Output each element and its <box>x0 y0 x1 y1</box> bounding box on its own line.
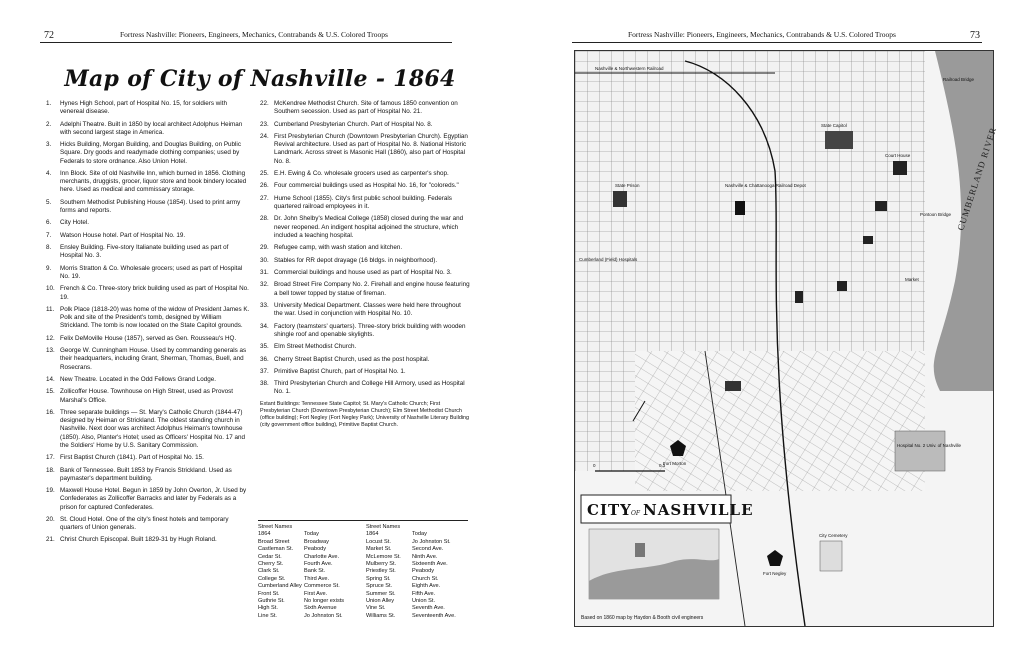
entry-text: Cumberland Presbyterian Church. Part of Hospital No. 8. <box>274 120 433 128</box>
entry-number: 18. <box>46 466 55 474</box>
building-mark <box>795 291 803 303</box>
old-street-name: Locust St. <box>366 538 391 545</box>
table-row <box>366 583 468 590</box>
city-title-of: OF <box>631 510 641 517</box>
map-credit: Based on 1860 map by Haydon & Booth civil engineers <box>581 615 704 621</box>
table-row <box>258 591 360 598</box>
old-street-name: Cherry St. <box>258 561 284 568</box>
old-street-name: Market St. <box>366 546 392 553</box>
court-house-mark <box>893 161 907 175</box>
list-item <box>260 302 470 318</box>
building-mark <box>875 201 887 211</box>
city-cemetery-mark <box>820 541 842 571</box>
entry-text: Polk Place (1818-20) was home of the widow of President James K. Polk and site of the President's tomb, designed by William Strickland. The tomb is now located on the State Capitol grounds. <box>60 305 250 330</box>
entry-number: 28. <box>260 215 269 223</box>
current-street-name: Sixth Avenue <box>304 605 337 612</box>
entry-text: Primitive Baptist Church, part of Hospital No. 1. <box>274 367 406 375</box>
street-table-colheads <box>258 531 360 538</box>
list-item <box>46 487 252 512</box>
col-1864: 1864 <box>258 531 271 538</box>
entry-number: 13. <box>46 347 55 355</box>
entry-text: Ensley Building. Five-story Italianate building used as part of Hospital No. 3. <box>60 244 229 260</box>
entry-text: French & Co. Three-story brick building used as part of Hospital No. 19. <box>60 285 249 301</box>
entry-text: George W. Cunningham House. Used by commanding generals as their headquarters, including Grant, Sherman, Thomas, Buell, and Rosecrans. <box>60 347 247 371</box>
list-item <box>260 343 470 351</box>
list-item <box>260 195 470 211</box>
current-street-name: Eighth Ave. <box>412 583 441 590</box>
label-fort-negley: Fort Negley <box>763 571 787 576</box>
old-street-name: Summer St. <box>366 590 396 597</box>
entry-text: Elm Street Methodist Church. <box>274 343 357 351</box>
label-city-cemetery: City Cemetery <box>819 533 848 538</box>
list-item <box>46 409 252 450</box>
list-item <box>46 141 252 166</box>
street-table-colheads <box>366 531 468 538</box>
list-item <box>260 170 470 178</box>
label-field-hospitals: Cumberland (Field) Hospitals <box>579 257 638 262</box>
list-item <box>260 215 470 240</box>
entry-number: 21. <box>46 536 55 544</box>
table-row <box>366 598 468 605</box>
table-row <box>258 598 360 605</box>
current-street-name: Commerce St. <box>304 583 340 590</box>
street-table-left <box>258 524 360 620</box>
list-item <box>260 269 470 277</box>
entry-number: 3. <box>46 141 52 149</box>
city-title-b: NASHVILLE <box>643 501 754 519</box>
table-row <box>258 576 360 583</box>
current-street-name: Bank St. <box>304 568 326 575</box>
entry-text: Broad Street Fire Company No. 2. Firehall and engine house featuring a bell tower topped by statue of fireman. <box>274 281 470 297</box>
entry-number: 1. <box>46 100 52 107</box>
list-item <box>260 121 470 129</box>
current-street-name: Union St. <box>412 598 436 605</box>
entry-text: First Presbyterian Church (Downtown Presbyterian Church). Egyptian Revival architecture. Used as part of Hospital No. 8. National Historic Landmark. Across street is Masonic Hall (1860), also part of Hospital No. 8. <box>274 132 468 165</box>
old-street-name: Vine St. <box>366 605 386 612</box>
entry-text: Southern Methodist Publishing House (1854). Used to print army forms and reports. <box>60 198 241 214</box>
entry-number: 15. <box>46 388 55 396</box>
entry-text: Adelphi Theatre. Built in 1850 by local architect Adolphus Heiman with second largest stage in America. <box>60 120 243 136</box>
city-blocks-south <box>635 351 925 491</box>
city-blocks-north <box>575 51 925 351</box>
city-title-a: CITY <box>587 501 632 519</box>
list-item <box>46 265 252 281</box>
page-number: 73 <box>970 30 980 41</box>
old-street-name: Line St. <box>258 612 277 619</box>
table-row <box>258 561 360 568</box>
list-item <box>46 232 252 240</box>
entry-text: Four commercial buildings used as Hospital No. 16, for "coloreds." <box>274 182 459 190</box>
building-mark <box>837 281 847 291</box>
table-row <box>366 605 468 612</box>
entry-number: 14. <box>46 375 55 383</box>
current-street-name: Peabody <box>304 546 327 553</box>
state-prison-mark <box>613 191 627 207</box>
entry-number: 24. <box>260 132 269 140</box>
old-street-name: Williams St. <box>366 612 396 619</box>
label-rr-depot: Nashville & Chattanooga Railroad Depot <box>725 183 806 188</box>
entry-number: 20. <box>46 515 55 523</box>
current-street-name: Fourth Ave. <box>304 561 333 568</box>
list-item <box>46 170 252 195</box>
entry-text: Watson House hotel. Part of Hospital No. 19. <box>60 231 186 239</box>
table-row <box>258 539 360 546</box>
current-street-name: No longer exists <box>304 598 345 605</box>
entry-number: 12. <box>46 334 55 342</box>
entry-text: Commercial buildings and house used as part of Hospital No. 3. <box>274 268 452 276</box>
extant-buildings: Extant Buildings: Tennessee State Capitol; St. Mary's Catholic Church; First Presbyterian Church (Downtown Presbyterian Church); Elm Street Methodist Church (office building); Fort Negley (Fort Negley Park); University of Nashville Literary Building (city government office building), Primitive Baptist Church. <box>260 400 470 428</box>
old-street-name: Cumberland Alley <box>258 583 302 590</box>
table-row <box>366 554 468 561</box>
old-street-name: Guthrie St. <box>258 598 285 605</box>
current-street-name: Church St. <box>412 575 439 582</box>
current-street-name: Sixteenth Ave. <box>412 561 448 568</box>
running-head: Fortress Nashville: Pioneers, Engineers, Mechanics, Contrabands & U.S. Colored Troops <box>120 30 388 39</box>
col-1864: 1864 <box>366 531 379 538</box>
table-row <box>258 568 360 575</box>
list-item <box>260 356 470 364</box>
entry-text: City Hotel. <box>60 219 90 227</box>
current-street-name: Seventh Ave. <box>412 605 445 612</box>
entry-number: 33. <box>260 301 269 309</box>
entry-number: 11. <box>46 305 55 313</box>
list-item <box>46 244 252 260</box>
old-street-name: Union Alley <box>366 598 394 605</box>
entry-number: 8. <box>46 244 52 252</box>
current-street-name: First Ave. <box>304 590 328 597</box>
label-state-capitol: State Capitol <box>821 123 847 128</box>
table-row <box>258 554 360 561</box>
building-mark <box>725 381 741 391</box>
page-title: Map of City of Nashville - 1864 <box>64 66 456 92</box>
current-street-name: Ninth Ave. <box>412 553 438 560</box>
entries-column-2 <box>260 100 470 429</box>
entry-text: Dr. John Shelby's Medical College (1858) closed during the war and never reopened. An indigent hospital adjoined the structure, which included a teaching hospital. <box>274 215 464 239</box>
entry-text: Stables for RR depot drayage (16 bldgs. in neighborhood). <box>274 256 438 264</box>
entry-text: Inn Block. Site of old Nashville Inn, which burned in 1856. Clothing merchants, druggists, grocer, liquor store and book bindery located here. Used as medical and commissary storage. <box>60 169 247 194</box>
entry-number: 23. <box>260 120 269 128</box>
old-street-name: High St. <box>258 605 278 612</box>
list-item <box>260 281 470 297</box>
old-street-name: Front St. <box>258 590 280 597</box>
table-row <box>258 583 360 590</box>
list-item <box>260 368 470 376</box>
table-row <box>366 591 468 598</box>
entry-text: Bank of Tennessee. Built 1853 by Francis Strickland. Used as paymaster's department building. <box>60 466 232 482</box>
current-street-name: Third Ave. <box>304 575 330 582</box>
entry-number: 16. <box>46 408 55 416</box>
label-pontoon-bridge: Pontoon Bridge <box>920 212 952 217</box>
vignette-building <box>635 543 645 557</box>
entry-text: Morris Stratton & Co. Wholesale grocers; used as part of Hospital No. 19. <box>60 264 243 280</box>
old-street-name: Castleman St. <box>258 546 294 553</box>
table-row <box>258 605 360 612</box>
label-fort-morton: Fort Morton <box>663 461 687 466</box>
entry-text: Hume School (1855). City's first public school building. Federals quartered railroad employees in it. <box>274 194 452 210</box>
entry-number: 2. <box>46 120 52 128</box>
table-row <box>366 546 468 553</box>
list-item <box>46 516 252 532</box>
old-street-name: College St. <box>258 575 286 582</box>
label-railroad-bridge: Railroad Bridge <box>943 77 975 82</box>
table-row <box>258 613 360 620</box>
label-hospital-2: Hospital No. 2 Univ. of Nashville <box>897 443 961 448</box>
current-street-name: Second Ave. <box>412 546 444 553</box>
list-item <box>46 335 252 343</box>
old-street-name: Priestley St. <box>366 568 396 575</box>
page-number: 72 <box>44 30 54 41</box>
entry-text: Hynes High School, part of Hospital No. 15, for soldiers with venereal disease. <box>60 100 227 116</box>
entry-text: Refugee camp, with wash station and kitchen. <box>274 244 403 252</box>
street-names-table <box>258 520 468 619</box>
list-item <box>46 376 252 384</box>
old-street-name: Clark St. <box>258 568 280 575</box>
entry-text: Christ Church Episcopal. Built 1829-31 by Hugh Roland. <box>60 536 217 544</box>
table-row <box>366 576 468 583</box>
list-item <box>260 244 470 252</box>
entry-text: Cherry Street Baptist Church, used as the post hospital. <box>274 355 430 363</box>
entry-text: Hicks Building, Morgan Building, and Douglas Building, on Public Square. Dry goods and readymade clothing companies; used by Federals to store ordnance. Also Union Hotel. <box>60 141 241 165</box>
hospital-2-mark <box>895 431 945 471</box>
state-capitol-mark <box>825 131 853 149</box>
fort-negley-mark <box>767 550 783 566</box>
list-item <box>260 133 470 166</box>
river-label: CUMBERLAND RIVER <box>955 125 999 232</box>
building-mark <box>863 236 873 244</box>
street-table-header: Street Names <box>258 524 293 530</box>
entry-text: Maxwell House Hotel. Begun in 1859 by John Overton, Jr. Used by Confederates as Zollicoffer Barracks and later by Federals as a prison for captured Confederates. <box>60 487 247 511</box>
list-item <box>46 454 252 462</box>
entry-text: Factory (teamsters' quarters). Three-story brick building with wooden shingle roof and openable skylights. <box>274 322 466 338</box>
header-rule <box>572 42 982 43</box>
entry-number: 4. <box>46 169 52 177</box>
right-page <box>512 0 1024 663</box>
entry-number: 30. <box>260 256 269 264</box>
old-street-name: Spruce St. <box>366 583 393 590</box>
list-item <box>260 100 470 116</box>
list-item <box>46 285 252 301</box>
list-item <box>260 323 470 339</box>
list-item <box>260 182 470 190</box>
list-item <box>46 100 252 116</box>
building-mark <box>735 201 745 215</box>
current-street-name: Fifth Ave. <box>412 590 436 597</box>
list-item <box>46 467 252 483</box>
table-row <box>258 546 360 553</box>
old-street-name: McLemore St. <box>366 553 401 560</box>
entry-text: University Medical Department. Classes were held here throughout the war. Used in conjunction with Hospital No. 10. <box>274 301 461 318</box>
entry-text: McKendree Methodist Church. Site of famous 1850 convention on Southern secession. Used as part of Hospital No. 21. <box>274 100 458 116</box>
entry-text: St. Cloud Hotel. One of the city's finest hotels and temporary quarters of Union generals. <box>60 515 229 532</box>
table-row <box>366 568 468 575</box>
entry-number: 38. <box>260 380 269 388</box>
current-street-name: Broadway <box>304 538 329 545</box>
entry-number: 32. <box>260 281 269 289</box>
list-item <box>260 380 470 396</box>
col-today: Today <box>412 531 427 538</box>
entry-number: 22. <box>260 100 269 107</box>
current-street-name: Jo Johnston St. <box>304 612 343 619</box>
list-item <box>46 306 252 331</box>
list-item <box>46 536 252 544</box>
entry-number: 26. <box>260 182 269 190</box>
street-table-header: Street Names <box>366 524 401 530</box>
railroad-label: Nashville & Northwestern Railroad <box>595 66 664 71</box>
city-blocks-west <box>575 351 635 471</box>
table-row <box>366 613 468 620</box>
entry-number: 37. <box>260 367 269 375</box>
entry-number: 34. <box>260 322 269 330</box>
table-row <box>366 539 468 546</box>
header-rule <box>40 42 452 43</box>
entry-number: 7. <box>46 231 52 239</box>
entry-text: Third Presbyterian Church and College Hill Armory, used as Hospital No. 1. <box>274 380 465 396</box>
entry-text: Zollicoffer House. Townhouse on High Street, used as Provost Marshal's Office. <box>60 388 234 404</box>
old-street-name: Spring St. <box>366 575 391 582</box>
entry-number: 36. <box>260 355 269 363</box>
map-graphic <box>575 51 999 626</box>
entry-number: 9. <box>46 264 52 272</box>
old-street-name: Broad Street <box>258 538 290 545</box>
entry-number: 10. <box>46 285 55 293</box>
street-table-right <box>366 524 468 620</box>
entry-number: 19. <box>46 487 55 495</box>
entry-number: 17. <box>46 454 55 462</box>
entry-number: 29. <box>260 244 269 252</box>
current-street-name: Seventeenth Ave. <box>412 612 456 619</box>
table-row <box>366 561 468 568</box>
label-court-house: Court House <box>885 153 911 158</box>
old-street-name: Cedar St. <box>258 553 282 560</box>
list-item <box>260 257 470 265</box>
current-street-name: Jo Johnston St. <box>412 538 451 545</box>
entry-text: Three separate buildings — St. Mary's Catholic Church (1844-47) designed by Heiman or Strickland. The oldest standing church in Nashville. Next door was architect Adolphus Heiman's townhouse (1850). Also, Planter's Hotel; used as Officers' Hospital No. 17 and the Soldiers' Home by U.S. Sanitary Commission. <box>60 408 245 449</box>
entries-column-1 <box>46 100 252 549</box>
entry-number: 27. <box>260 194 269 202</box>
entry-number: 31. <box>260 268 269 276</box>
list-item <box>46 388 252 404</box>
col-today: Today <box>304 531 319 538</box>
entry-number: 25. <box>260 169 269 177</box>
scale-max: 0.3 <box>659 463 666 468</box>
entry-number: 35. <box>260 343 269 351</box>
old-street-name: Mulberry St. <box>366 561 397 568</box>
list-item <box>46 219 252 227</box>
entry-text: First Baptist Church (1841). Part of Hospital No. 15. <box>60 454 204 462</box>
label-state-prison: State Prison <box>615 183 640 188</box>
scale-zero: 0 <box>593 463 596 468</box>
list-item <box>46 121 252 137</box>
entry-text: New Theatre. Located in the Odd Fellows Grand Lodge. <box>60 375 216 383</box>
list-item <box>46 199 252 215</box>
entry-text: Felix DeMoville House (1857), served as Gen. Rousseau's HQ. <box>60 334 237 342</box>
current-street-name: Charlotte Ave. <box>304 553 340 560</box>
running-head: Fortress Nashville: Pioneers, Engineers, Mechanics, Contrabands & U.S. Colored Troops <box>628 30 896 39</box>
entry-text: E.H. Ewing & Co. wholesale grocers used as carpenter's shop. <box>274 169 449 177</box>
list-item <box>46 347 252 372</box>
entry-number: 6. <box>46 219 52 227</box>
nashville-map <box>574 50 999 627</box>
entry-number: 5. <box>46 198 52 206</box>
current-street-name: Peabody <box>412 568 435 575</box>
label-market: Market <box>905 277 919 282</box>
